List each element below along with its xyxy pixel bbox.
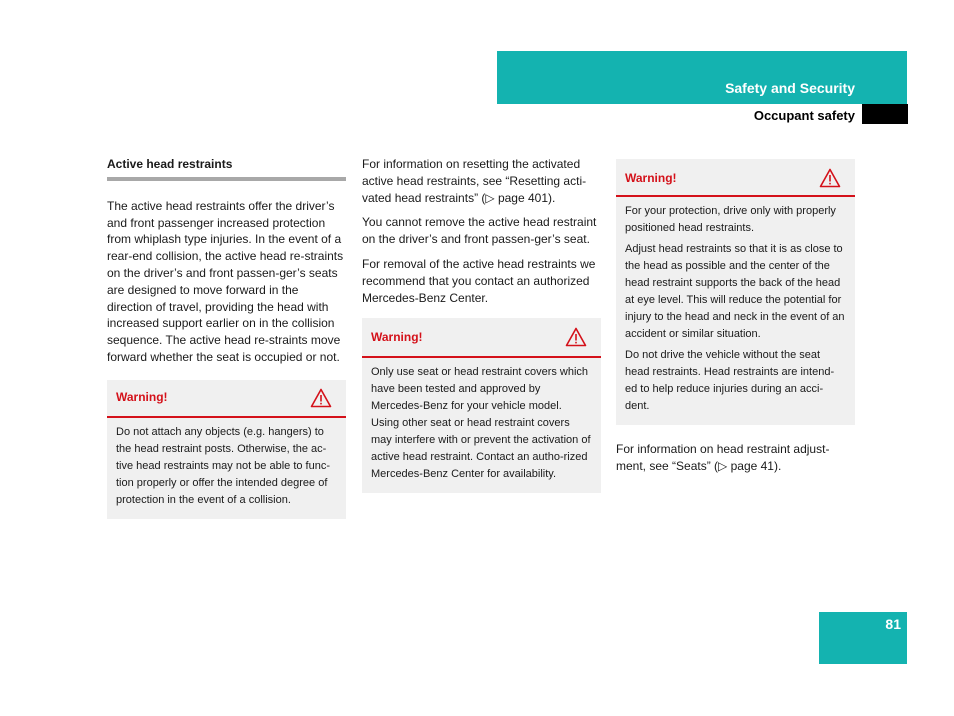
warning-box [616, 159, 855, 425]
warning-text: For your protection, drive only with properly positioned head restraints. [625, 205, 836, 234]
warning-box [362, 318, 601, 493]
body-paragraph: You cannot remove the active head restraint on the driver’s and front passen-ger’s seat. [362, 215, 597, 247]
warning-triangle-icon [565, 327, 587, 347]
section-title: Safety and Security [725, 80, 855, 96]
warning-body [362, 358, 601, 493]
page-number: 81 [885, 616, 901, 632]
warning-text: Do not drive the vehicle without the seat head restraints. Head restraints are intend-ed to help reduce injuries during an acci-dent. [625, 349, 835, 412]
warning-header [362, 318, 601, 358]
body-paragraph: For information on resetting the activated active head restraints, see “Resetting acti-vated head restraints” (▷ page 401). [362, 157, 587, 205]
subsection-title: Occupant safety [753, 108, 855, 123]
warning-text: Only use seat or head restraint covers which have been tested and approved by Mercedes-Benz for your vehicle model. Using other seat or head restraint covers may interfere with or prevent the activation of active head restraint. Contact an autho-rized Mercedes-Benz Center for availability. [371, 366, 591, 481]
warning-body [616, 197, 855, 425]
body-paragraph: For information on head restraint adjust-ment, see “Seats” (▷ page 41). [616, 442, 830, 473]
body-paragraph: The active head restraints offer the driver’s and front passenger increased protection from whiplash type injuries. In the event of a rear-end collision, the active head re-straints on the driver’s and front passen-ger’s seats are designed to move forward in the direction of travel, providing the head with increased support earlier on in the collision sequence. The active head re-straints move forward whether the seat is occupied or not. [107, 198, 344, 364]
column-2 [362, 156, 601, 493]
section-tab-marker [862, 104, 908, 124]
warning-header [107, 380, 346, 418]
warning-box [107, 380, 346, 519]
warning-title: Warning! [371, 329, 423, 344]
warning-triangle-icon [819, 168, 841, 188]
warning-header [616, 159, 855, 197]
warning-body [107, 418, 346, 519]
header-bar [497, 51, 907, 104]
column-1 [107, 156, 346, 519]
section-heading: Active head restraints [107, 156, 346, 181]
warning-title: Warning! [625, 170, 677, 185]
warning-text: Adjust head restraints so that it is as close to the head as possible and the center of the head restraint supports the back of the head at eye level. This will reduce the potential for injury to the head and neck in the event of an accident or similar situation. [625, 243, 845, 340]
warning-title: Warning! [116, 390, 168, 405]
warning-triangle-icon [310, 388, 332, 408]
warning-text: Do not attach any objects (e.g. hangers) to the head restraint posts. Otherwise, the ac-tive head restraints may not be able to func-tion properly or offer the intended degree of protection in the event of a collision. [116, 425, 331, 506]
column-3 [616, 159, 855, 483]
body-paragraph: For removal of the active head restraints we recommend that you contact an authorized Mercedes-Benz Center. [362, 256, 596, 305]
